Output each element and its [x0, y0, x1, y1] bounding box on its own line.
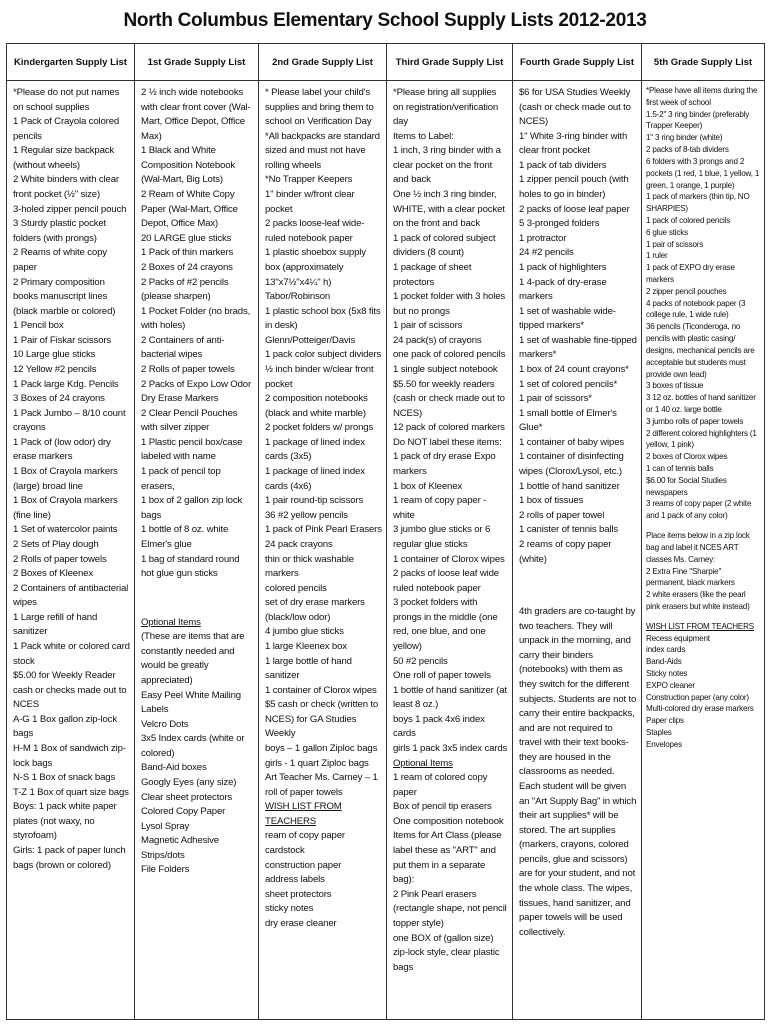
list-item: 1 protractor — [519, 232, 567, 244]
list-item: boys – 1 gallon Ziploc bags — [265, 743, 378, 755]
list-item: 4th graders are co-taught by two teachers. They will unpack in the morning, and carry their binders (notebooks) with them as they switch for the different subjects. Students are not to carry their entire backpacks, and are not required to travel with their text books- they are housed in the classrooms as needed. Each student will be given an "Art Supply Bag" in which their art supplies* will be stored. The art supplies (markers, crayons, colored pencils, glue and scissors) are for your student, and not the whole class. The wipes, tissues, hand sanitizer, and paper towels will be used collectively. — [519, 606, 637, 938]
list-item: 2 White binders with clear front pocket (½" size) — [13, 174, 119, 201]
list-item: N-S 1 Box of snack bags — [13, 772, 116, 784]
list-item: *All backpacks are standard sized and must not have rolling wheels — [265, 130, 380, 171]
list-item: 1 Pack of (low odor) dry erase markers — [13, 436, 111, 463]
list-item: index cards — [646, 645, 686, 655]
list-item: 50 #2 pencils — [393, 655, 448, 667]
list-item: Staples — [646, 728, 672, 738]
list-item: 1 box of 2 gallon zip lock bags — [141, 495, 243, 521]
5th-grade-list — [642, 81, 764, 751]
list-item: 1 inch, 3 ring binder with a clear pocket on the front and back — [393, 145, 501, 186]
list-item: 20 LARGE glue sticks — [141, 232, 232, 244]
list-item: 1 Pack of thin markers — [141, 247, 234, 259]
list-item: 1 Pack large Kdg. Pencils — [13, 378, 119, 390]
1st-grade-list — [135, 81, 258, 878]
list-item: $6.00 for Social Studies newspapers — [646, 475, 727, 497]
list-item: 1 Large refill of hand sanitizer — [13, 611, 98, 638]
list-item: 1 container of disinfecting wipes (Clorox/Lysol, etc.) — [519, 451, 624, 478]
list-item: boys 1 pack 4x6 index cards — [393, 713, 485, 740]
list-item: One roll of paper towels — [393, 670, 491, 682]
list-item: Googly Eyes (any size) — [141, 777, 237, 789]
list-item: Box of pencil tip erasers — [393, 801, 492, 813]
list-item: 1 large Kleenex box — [265, 640, 347, 652]
list-item: 1 bag of standard round hot glue gun sticks — [141, 553, 240, 580]
list-item: 3 12 oz. bottles of hand sanitizer or 1 40 oz. large bottle — [646, 393, 756, 414]
list-item: 2 Containers of antibacterial wipes — [13, 582, 129, 609]
list-item: 1 Pack of Crayola colored pencils — [13, 116, 120, 142]
section-heading: WISH LIST FROM TEACHERS — [265, 801, 342, 827]
list-item: 2 packs loose-leaf wide-ruled notebook paper — [265, 218, 365, 244]
list-item: 1 can of tennis balls — [646, 464, 714, 473]
list-item: 1 Pair of Fiskar scissors — [13, 334, 112, 346]
list-item: *Please do not put names on school supplies — [13, 87, 120, 113]
list-item: Multi-colored dry erase markers — [646, 704, 754, 714]
list-item: 1 Regular size backpack (without wheels) — [13, 145, 115, 171]
list-item: 1 pack of highlighters — [519, 261, 607, 273]
list-item: Band-Aids — [646, 657, 682, 667]
list-item: 1" White 3-ring binder with clear front pocket — [519, 130, 628, 157]
list-item: 1 container of Clorox wipes — [393, 553, 505, 565]
kindergarten-list — [7, 81, 134, 873]
list-item: 3 jumbo glue sticks or 6 regular glue sticks — [393, 524, 491, 550]
list-item: one pack of colored pencils — [393, 349, 506, 361]
list-item: Construction paper (any color) — [646, 692, 749, 702]
list-item: 1 box of Kleenex — [393, 480, 463, 492]
list-item: Items for Art Class (please label these as "ART" and put them in a separate bag): — [393, 830, 502, 886]
list-item: 1 box of tissues — [519, 495, 584, 507]
list-item: 1 Pencil box — [13, 320, 64, 332]
list-item: 1 Black and White Composition Notebook (Wal-Mart, Big Lots) — [141, 145, 236, 186]
list-item: 1 small bottle of Elmer's Glue* — [519, 407, 617, 434]
list-item: 1" 3 ring binder (white) — [646, 133, 723, 143]
list-item: 2 packs of loose leaf wide ruled notebook paper — [393, 568, 499, 594]
list-item: 1 plastic shoebox supply box (approximately 13"x7½"x4¼" h) Tabor/Robinson — [265, 247, 366, 303]
list-item: 1 pair of scissors* — [519, 393, 592, 405]
section-spacer — [519, 567, 637, 605]
list-item: 1 pack of colored pencils — [646, 215, 731, 225]
list-item: 3 reams of copy paper (2 white and 1 pack of any color) — [646, 499, 752, 521]
list-item: construction paper — [265, 859, 342, 871]
list-item: 3x5 Index cards (white or colored) — [141, 733, 245, 759]
list-item: 4 jumbo glue sticks — [265, 626, 344, 638]
list-item: 1 set of colored pencils* — [519, 378, 618, 390]
list-item: 24 pack crayons — [265, 538, 333, 550]
list-item: $5.50 for weekly readers (cash or check made out to NCES) — [393, 378, 505, 419]
list-item: 6 folders with 3 prongs and 2 pockets (1 red, 1 blue, 1 yellow, 1 green, 1 orange, 1 purple) — [646, 156, 760, 190]
list-item: Easy Peel White Mailing Labels — [141, 689, 241, 716]
list-item: 1 set of washable wide-tipped markers* — [519, 305, 616, 332]
list-item: One ½ inch 3 ring binder, WHITE, with a clear pocket on the front and back — [393, 189, 505, 230]
list-item: 1 Box of Crayola markers (fine line) — [13, 495, 118, 521]
column-header-2nd-grade: 2nd Grade Supply List — [259, 44, 387, 81]
list-item: 1 large bottle of hand sanitizer — [265, 655, 352, 682]
list-item: 24 #2 pencils — [519, 247, 574, 259]
list-item: 3 jumbo rolls of paper towels — [646, 416, 744, 426]
list-item: 1 pack of EXPO dry erase markers — [646, 263, 735, 284]
list-item: 1 set of washable fine-tipped markers* — [519, 334, 637, 361]
list-item: 2 Reams of white copy paper — [13, 247, 107, 273]
list-item: 1 Box of Crayola markers (large) broad line — [13, 466, 118, 492]
list-item: sheet protectors — [265, 888, 332, 900]
kindergarten-list-cell — [7, 81, 135, 1020]
list-item: $5 cash or check (written to NCES) for GA Studies Weekly — [265, 699, 379, 740]
list-item: 3 Boxes of 24 crayons — [13, 393, 105, 405]
4th-grade-list-cell — [513, 81, 642, 1020]
list-item: 1 canister of tennis balls — [519, 524, 619, 536]
list-item: 1 pack of tab dividers — [519, 159, 607, 171]
list-item: 3 boxes of tissue — [646, 381, 704, 391]
section-heading: Optional Items — [393, 757, 453, 769]
content-row — [7, 81, 765, 1020]
5th-grade-list-cell — [642, 81, 765, 1020]
list-item: ½ inch binder w/clear front pocket — [265, 363, 374, 390]
list-item: 2 Rolls of paper towels — [13, 553, 107, 565]
list-item: 2 Containers of anti-bacterial wipes — [141, 334, 225, 361]
list-item: 1.5-2" 3 ring binder (preferably Trapper Keeper) — [646, 109, 750, 131]
list-item: 2 rolls of paper towel — [519, 509, 605, 521]
list-item: 1 plastic school box (5x8 fits in desk) Glenn/Potteiger/Davis — [265, 305, 381, 346]
list-item: Boys: 1 pack white paper plates (not waxy, no styrofoam) — [13, 801, 117, 842]
list-item: 1 bottle of hand sanitizer — [519, 480, 620, 492]
list-item: 2 pocket folders w/ prongs — [265, 422, 374, 434]
list-item: 2 Boxes of 24 crayons — [141, 261, 233, 273]
list-item: Do NOT label these items: — [393, 436, 502, 448]
list-item: cardstock — [265, 845, 305, 857]
list-item: 12 Yellow #2 pencils — [13, 363, 97, 375]
list-item: Art Teacher Ms. Carney – 1 roll of paper towels — [265, 772, 378, 798]
3rd-grade-list — [387, 81, 512, 975]
list-item: Place items below in a zip lock bag and label it NCES ART classes Ms. Carney: — [646, 531, 750, 564]
header-row — [7, 44, 765, 81]
list-item: $6 for USA Studies Weekly (cash or check made out to NCES) — [519, 87, 631, 128]
list-item: T-Z 1 Box of quart size bags — [13, 786, 129, 798]
list-item: 1 Set of watercolor paints — [13, 524, 118, 536]
list-item: 2 Clear Pencil Pouches with silver zipper — [141, 407, 238, 434]
column-header-4th-grade: Fourth Grade Supply List — [513, 44, 642, 81]
2nd-grade-list-cell — [259, 81, 387, 1020]
list-item: Sticky notes — [646, 669, 688, 678]
list-item: Colored Copy Paper — [141, 806, 226, 818]
list-item: 1 bottle of hand sanitizer (at least 8 oz.) — [393, 684, 507, 711]
list-item: 2 packs of loose leaf paper — [519, 203, 630, 215]
list-item: *No Trapper Keepers — [265, 174, 353, 186]
list-item: One composition notebook — [393, 815, 504, 827]
list-item: 1 pack color subject dividers — [265, 349, 382, 361]
list-item: 1 pair of scissors — [393, 320, 463, 332]
list-item: 1 zipper pencil pouch (with holes to go in binder) — [519, 174, 629, 201]
list-item: 3 pocket folders with prongs in the middle (one red, one blue, and one yellow) — [393, 597, 498, 652]
list-item: 1 container of Clorox wipes — [265, 684, 377, 696]
list-item: 2 packs of 8-tab dividers — [646, 145, 729, 155]
list-item: 5 3-pronged folders — [519, 218, 600, 230]
list-item: 4 packs of notebook paper (3 college rule, 1 wide rule) — [646, 298, 746, 320]
column-header-3rd-grade: Third Grade Supply List — [387, 44, 513, 81]
list-item: Velcro Dots — [141, 718, 189, 730]
list-item: 1 pocket folder with 3 holes but no prongs — [393, 291, 506, 317]
list-item: thin or thick washable markers — [265, 553, 354, 580]
list-item: * Please label your child's supplies and bring them to school on Verification Day — [265, 87, 374, 128]
list-item: $5.00 for Weekly Reader cash or checks made out to NCES — [13, 670, 127, 711]
list-item: 1 pair round-tip scissors — [265, 495, 364, 507]
list-item: 36 #2 yellow pencils — [265, 509, 348, 521]
list-item: set of dry erase markers (black/low odor) — [265, 597, 365, 623]
list-item: 1 pack of colored subject dividers (8 count) — [393, 232, 496, 259]
list-item: 12 pack of colored markers — [393, 422, 505, 434]
column-header-5th-grade: 5th Grade Supply List — [642, 44, 765, 81]
list-item: Recess equipment — [646, 633, 710, 643]
section-spacer — [141, 582, 254, 616]
list-item: 1 single subject notebook — [393, 363, 498, 375]
list-item: girls 1 pack 3x5 index cards — [393, 743, 508, 755]
column-header-kindergarten: Kindergarten Supply List — [7, 44, 135, 81]
list-item: *Please have all items during the first week of school — [646, 86, 758, 107]
list-item: 1 package of lined index cards (3x5) — [265, 436, 365, 463]
supply-table — [6, 43, 765, 1020]
1st-grade-list-cell — [135, 81, 259, 1020]
list-item: 2 composition notebooks (black and white marble) — [265, 393, 368, 419]
list-item: 36 pencils (Ticonderoga, no pencils with plastic casing/ designs, mechanical pencils are acceptable but students must provide own lead) — [646, 322, 755, 379]
list-item: 2 Packs of #2 pencils (please sharpen) — [141, 276, 229, 303]
list-item: 2 Pink Pearl erasers (rectangle shape, not pencil topper style) — [393, 888, 507, 929]
list-item: 1 bottle of 8 oz. white Elmer's glue — [141, 524, 229, 550]
list-item: 2 different colored highlighters (1 yellow, 1 pink) — [646, 428, 757, 450]
list-item: 1 pack of Pink Pearl Erasers — [265, 524, 382, 536]
list-item: Items to Label: — [393, 130, 454, 142]
list-item: 2 Primary composition books manuscript lines (black marble or colored) — [13, 276, 116, 317]
list-item: 3-holed zipper pencil pouch — [13, 203, 127, 215]
column-header-1st-grade: 1st Grade Supply List — [135, 44, 259, 81]
section-heading: Optional Items — [141, 616, 201, 628]
list-item: H-M 1 Box of sandwich zip-lock bags — [13, 743, 126, 769]
section-heading: WISH LIST FROM TEACHERS — [646, 621, 754, 631]
list-item: Girls: 1 pack of paper lunch bags (brown or colored) — [13, 845, 126, 871]
list-item: 1 4-pack of dry-erase markers — [519, 276, 607, 303]
list-item: 1 box of 24 count crayons* — [519, 363, 629, 375]
list-item: 2 zipper pencil pouches — [646, 286, 727, 296]
list-item: 2 Extra Fine "Sharpie" permanent, black markers — [646, 566, 735, 588]
list-item: Paper clips — [646, 716, 684, 726]
list-item: A-G 1 Box gallon zip-lock bags — [13, 713, 117, 740]
list-item: Envelopes — [646, 739, 682, 749]
section-spacer — [646, 613, 761, 621]
list-item: 1 pack of dry erase Expo markers — [393, 451, 496, 478]
2nd-grade-list — [259, 81, 386, 932]
list-item: 1 container of baby wipes — [519, 436, 625, 448]
list-item: 1 Pack Jumbo – 8/10 count crayons — [13, 407, 126, 434]
list-item: 24 pack(s) of crayons — [393, 334, 482, 346]
list-item: girls - 1 quart Ziploc bags — [265, 757, 369, 769]
list-item: 2 Ream of White Copy Paper (Wal-Mart, Office Depot, Office Max) — [141, 189, 238, 230]
list-item: 1 Plastic pencil box/case labeled with name — [141, 436, 243, 463]
list-item: sticky notes — [265, 903, 314, 915]
list-item: 1 ream of colored copy paper — [393, 772, 488, 798]
list-item: 1 ream of copy paper - white — [393, 495, 487, 521]
list-item: 2 white erasers (like the pearl pink erasers but white instead) — [646, 590, 750, 611]
list-item: 1 package of sheet protectors — [393, 261, 472, 288]
list-item: 3 Sturdy plastic pocket folders (with prongs) — [13, 218, 107, 244]
list-item: 1 pack of pencil top erasers, — [141, 466, 221, 492]
list-item: (These are items that are constantly needed and would be greatly appreciated) — [141, 631, 245, 686]
list-item: 1" binder w/front clear pocket — [265, 189, 355, 215]
3rd-grade-list-cell — [387, 81, 513, 1020]
list-item: 2 Boxes of Kleenex — [13, 568, 93, 580]
list-item: 1 pack of markers (thin tip, NO SHARPIES) — [646, 192, 750, 214]
list-item: dry erase cleaner — [265, 917, 337, 929]
list-item: 2 boxes of Clorox wipes — [646, 452, 728, 462]
list-item: ream of copy paper — [265, 830, 345, 842]
list-item: 2 Packs of Expo Low Odor Dry Erase Markers — [141, 378, 251, 405]
page-title: North Columbus Elementary School Supply Lists 2012-2013 — [123, 10, 647, 31]
list-item: 6 glue sticks — [646, 227, 688, 237]
list-item: Band-Aid boxes — [141, 762, 207, 774]
list-item: 1 pair of scissors — [646, 239, 704, 249]
list-item: 10 Large glue sticks — [13, 349, 96, 361]
list-item: 2 ½ inch wide notebooks with clear front cover (Wal-Mart, Office Depot, Office Max) — [141, 87, 251, 142]
list-item: 1 ruler — [646, 251, 668, 261]
list-item: 2 reams of copy paper (white) — [519, 538, 612, 565]
list-item: 2 Sets of Play dough — [13, 538, 99, 550]
section-spacer — [646, 522, 761, 530]
list-item: Clear sheet protectors — [141, 791, 233, 803]
list-item: 1 Pocket Folder (no brads, with holes) — [141, 305, 251, 332]
list-item: Magnetic Adhesive Strips/dots — [141, 835, 219, 861]
list-item: 2 Rolls of paper towels — [141, 363, 235, 375]
list-item: address labels — [265, 874, 325, 886]
list-item: 1 package of lined index cards (4x6) — [265, 466, 365, 492]
list-item: colored pencils — [265, 582, 327, 594]
list-item: EXPO cleaner — [646, 680, 695, 690]
list-item: File Folders — [141, 864, 190, 876]
list-item: one BOX of (gallon size) zip-lock style, clear plastic bags — [393, 932, 500, 973]
4th-grade-list — [513, 81, 641, 940]
list-item: Lysol Spray — [141, 820, 190, 832]
list-item: 1 Pack white or colored card stock — [13, 640, 130, 667]
list-item: *Please bring all supplies on registration/verification day — [393, 87, 499, 128]
